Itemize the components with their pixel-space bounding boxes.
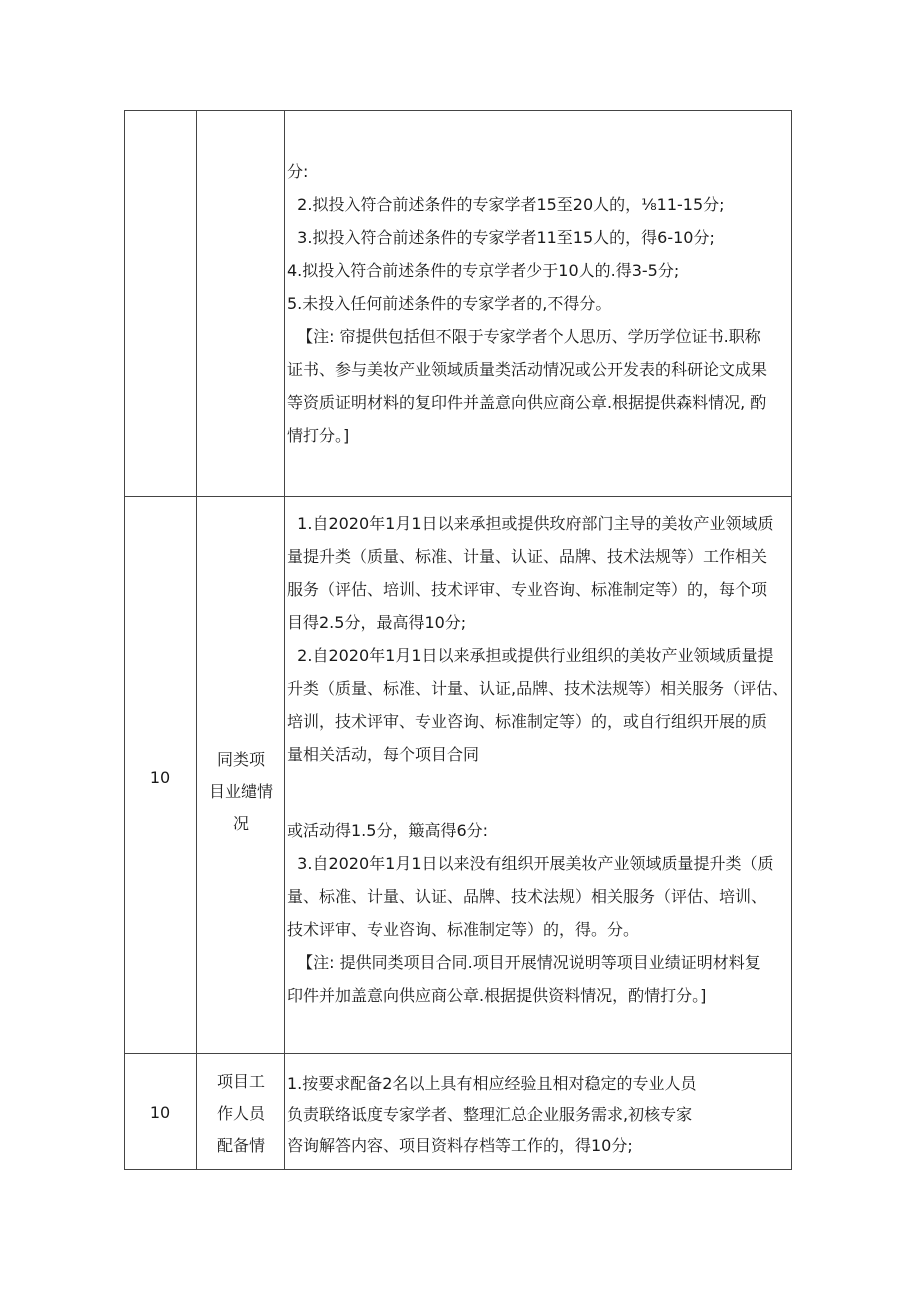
criteria-line: 【注: 提供同类项目合同.项目开展情况说明等项目业绩证明材料复 — [287, 953, 761, 972]
row2-criteria-part1 — [287, 507, 788, 771]
category-line: 作人员 — [216, 1104, 265, 1123]
row1-criteria — [287, 155, 767, 452]
category-line: 项目工 — [216, 1072, 265, 1091]
row-divider-2 — [124, 1053, 792, 1054]
table-border-top — [124, 110, 792, 111]
criteria-line: 2.自2020年1月1日以来承担或提供行业组织的美妆产业领域质量提 — [287, 646, 774, 665]
criteria-line: 或活动得1.5分，簸高得6分: — [287, 821, 489, 840]
criteria-line: 服务（评估、培训、技术评审、专业咨询、标准制定等）的，每个项 — [287, 580, 768, 599]
criteria-line: 4.拟投入符合前述条件的专京学者少于10人的.得3-5分; — [287, 261, 680, 280]
row2-score: 10 — [149, 768, 171, 787]
criteria-line: 【注: 帘提供包括但不限于专家学者个人思历、学历学位证书.职称 — [287, 327, 761, 346]
column-divider-2 — [284, 110, 285, 1170]
criteria-line: 5.未投入任何前述条件的专家学者的,不得分。 — [287, 294, 612, 313]
row3-category — [198, 1066, 284, 1162]
criteria-line: 咨询解答内容、项目资料存档等工作的，得10分; — [287, 1136, 633, 1155]
criteria-line: 2.拟投入符合前述条件的专家学者15至20人的，⅛11-15分; — [287, 195, 725, 214]
category-line: 配备情 — [216, 1136, 265, 1155]
criteria-line: 情打分。] — [287, 426, 350, 445]
row3-score: 10 — [149, 1103, 171, 1122]
criteria-line: 技术评审、专业咨询、标准制定等）的，得。分。 — [287, 920, 640, 939]
table-border-right — [791, 110, 792, 1170]
criteria-line: 印件并加盖意向供应商公章.根据提供资料情况，酌情打分。] — [287, 986, 707, 1005]
category-line: 目业缱情 — [208, 782, 273, 801]
category-line: 况 — [232, 814, 249, 833]
criteria-line: 1.按要求配备2名以上具有相应经验且相对稳定的专业人员 — [287, 1074, 697, 1093]
row3-criteria — [287, 1068, 696, 1161]
criteria-line: 量提升类（质量、标准、计量、认证、品牌、技术法规等）工作相关 — [287, 547, 768, 566]
row2-criteria-part2 — [287, 814, 774, 1012]
table-border-bottom — [124, 1169, 792, 1170]
category-line: 同类项 — [216, 750, 265, 769]
criteria-line: 升类（质量、标准、计量、认证,品牌、技术法规等）相关服务（评估、 — [287, 679, 789, 698]
criteria-line: 培训，技术评审、专业咨询、标准制定等）的，或自行组织开展的质 — [287, 712, 768, 731]
criteria-line: 量、标准、计量、认证、品牌、技术法规）相关服务（评估、培训、 — [287, 887, 768, 906]
row2-category — [198, 744, 284, 840]
criteria-line: 证书、参与美妆产业领域质量类活动情况或公开发表的科研论文成果 — [287, 360, 768, 379]
criteria-line: 1.自2020年1月1日以来承担或提供玫府部门主导的美妆产业领域质 — [287, 514, 774, 533]
criteria-line: 3.拟投入符合前述条件的专家学者11至15人的，得6-10分; — [287, 228, 715, 247]
criteria-line: 等资质证明材料的复印件并盖意向供应商公章.根据提供森料情况, 酌 — [287, 393, 767, 412]
criteria-line: 3.自2020年1月1日以来没有组织开展美妆产业领域质量提升类（质 — [287, 854, 774, 873]
criteria-line: 负责联络诋度专家学者、整理汇总企业服务需求,初核专家 — [287, 1105, 693, 1124]
criteria-line: 目得2.5分，最高得10分; — [287, 613, 467, 632]
scoring-table — [124, 110, 792, 1170]
row-divider-1 — [124, 496, 792, 497]
column-divider-1 — [196, 110, 197, 1170]
criteria-line: 量相关活动，每个项目合同 — [287, 745, 480, 764]
table-border-left — [124, 110, 125, 1170]
criteria-line: 分: — [287, 162, 309, 181]
